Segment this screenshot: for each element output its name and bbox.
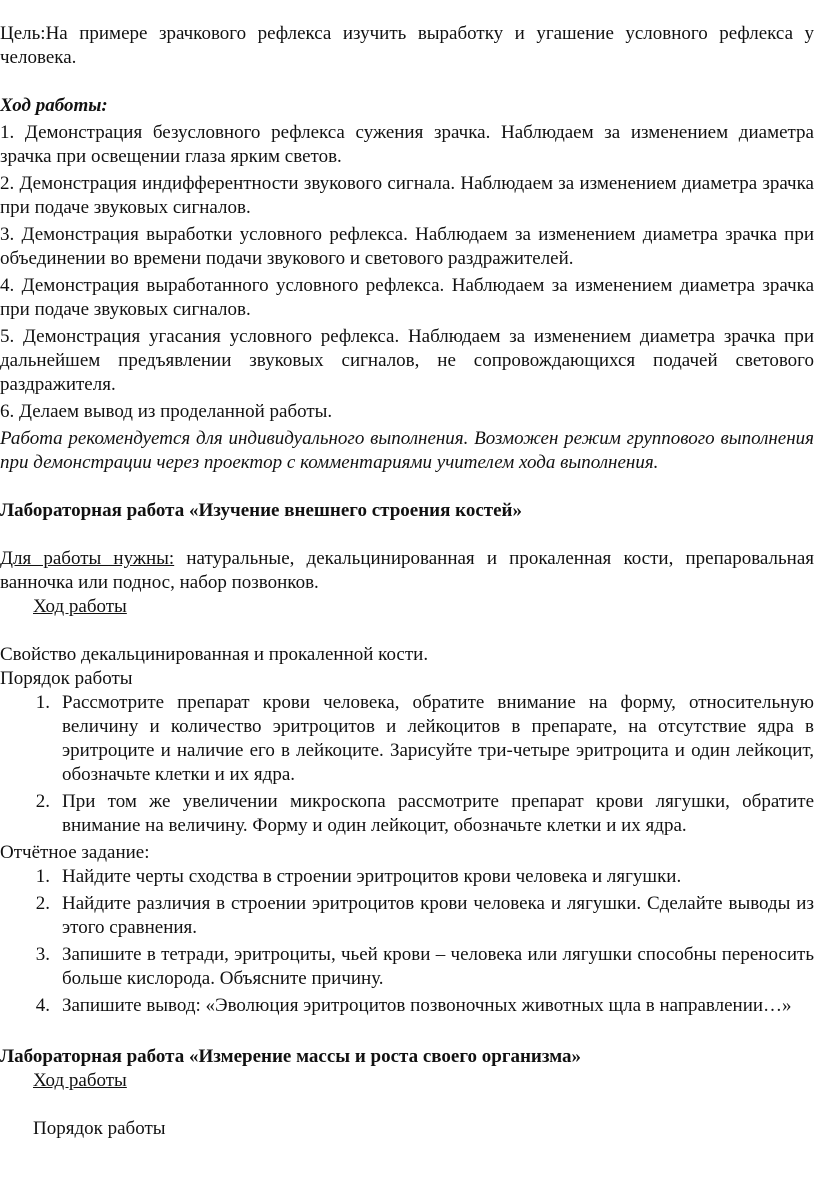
- list-item: [0, 994, 814, 1018]
- list-item: [0, 943, 814, 991]
- procedure-heading: Ход работы:: [0, 95, 108, 116]
- lab1-procedure-heading: [0, 595, 814, 619]
- list-item: [0, 790, 814, 838]
- list-number: 1.: [35, 692, 50, 713]
- lab2-title: Лабораторная работа «Измерение массы и роста своего организма»: [0, 1046, 582, 1067]
- list-number: 4.: [35, 995, 50, 1016]
- lab1-order-label: Порядок работы: [0, 668, 133, 689]
- lab2-order-label: Порядок работы: [33, 1118, 166, 1139]
- list-item: [0, 865, 814, 889]
- list-item: [0, 691, 814, 787]
- spacer: [0, 1021, 814, 1045]
- lab1-materials-text: натуральные, декальцинированная и прокаленная кости, препаровальная ванночка или поднос, набор позвонков.: [0, 548, 815, 593]
- step-item: 6. Делаем вывод из проделанной работы.: [0, 401, 333, 422]
- list-number: 1.: [35, 866, 50, 887]
- step-item: 1. Демонстрация безусловного рефлекса сужения зрачка. Наблюдаем за изменением диаметра зрачка при освещении глаза ярким светов.: [0, 122, 814, 167]
- step-item: 4. Демонстрация выработанного условного рефлекса. Наблюдаем за изменением диаметра зрачка при подаче звуковых сигналов.: [0, 275, 814, 320]
- goal-paragraph: Цель:На примере зрачкового рефлекса изучить выработку и угашение условного рефлекса у человека.: [0, 23, 814, 68]
- list-text: Найдите различия в строении эритроцитов крови человека и лягушки. Сделайте выводы из этого сравнения.: [62, 893, 814, 938]
- spacer: [0, 619, 814, 643]
- lab1-materials-label: Для работы нужны:: [0, 548, 175, 569]
- list-number: 3.: [35, 944, 50, 965]
- lab1-order-list: [0, 691, 814, 838]
- list-number: 2.: [35, 893, 50, 914]
- lab1-title: Лабораторная работа «Изучение внешнего строения костей»: [0, 500, 522, 521]
- spacer: [0, 1093, 814, 1117]
- note-paragraph: Работа рекомендуется для индивидуального выполнения. Возможен режим группового выполнения при демонстрации через проектор с комментариями учителем хода выполнения.: [0, 428, 814, 473]
- lab1-procedure-heading-text: Ход работы: [33, 596, 127, 617]
- list-text: Рассмотрите препарат крови человека, обратите внимание на форму, относительную величину и количество эритроцитов и лейкоцитов в препарате, на отсутствие ядра в эритроците и наличие его в лейкоците. Зарисуйте три-четыре эритроцита и один лейкоцит, обозначьте клетки и их ядра.: [62, 692, 814, 785]
- list-item: [0, 892, 814, 940]
- list-number: 2.: [35, 791, 50, 812]
- list-text: При том же увеличении микроскопа рассмотрите препарат крови лягушки, обратите внимание на величину. Форму и один лейкоцит, обозначьте клетки и их ядра.: [62, 791, 814, 836]
- step-item: 2. Демонстрация индифферентности звукового сигнала. Наблюдаем за изменением диаметра зрачка при подаче звуковых сигналов.: [0, 173, 814, 218]
- step-item: 5. Демонстрация угасания условного рефлекса. Наблюдаем за изменением диаметра зрачка при дальнейшем предъявлении звуковых сигналов, не сопровождающихся подачей светового раздражителя.: [0, 326, 814, 395]
- lab2-procedure-heading-text: Ход работы: [33, 1070, 127, 1091]
- steps-list: [0, 121, 814, 424]
- lab1-property-line: Свойство декальцинированная и прокаленной кости.: [0, 644, 429, 665]
- step-item: 3. Демонстрация выработки условного рефлекса. Наблюдаем за изменением диаметра зрачка при объединении во времени подачи звукового и светового раздражителей.: [0, 224, 814, 269]
- list-text: Запишите в тетради, эритроциты, чьей крови – человека или лягушки способны переносить больше кислорода. Объясните причину.: [62, 944, 814, 989]
- lab2-procedure-heading: [0, 1069, 814, 1093]
- document-page: [0, 22, 814, 1141]
- lab1-report-label: Отчётное задание:: [0, 842, 150, 863]
- list-text: Найдите черты сходства в строении эритроцитов крови человека и лягушки.: [62, 866, 682, 887]
- list-text: Запишите вывод: «Эволюция эритроцитов позвоночных животных щла в направлении…»: [62, 995, 792, 1016]
- lab1-report-list: [0, 865, 814, 1018]
- lab1-materials: [0, 547, 814, 595]
